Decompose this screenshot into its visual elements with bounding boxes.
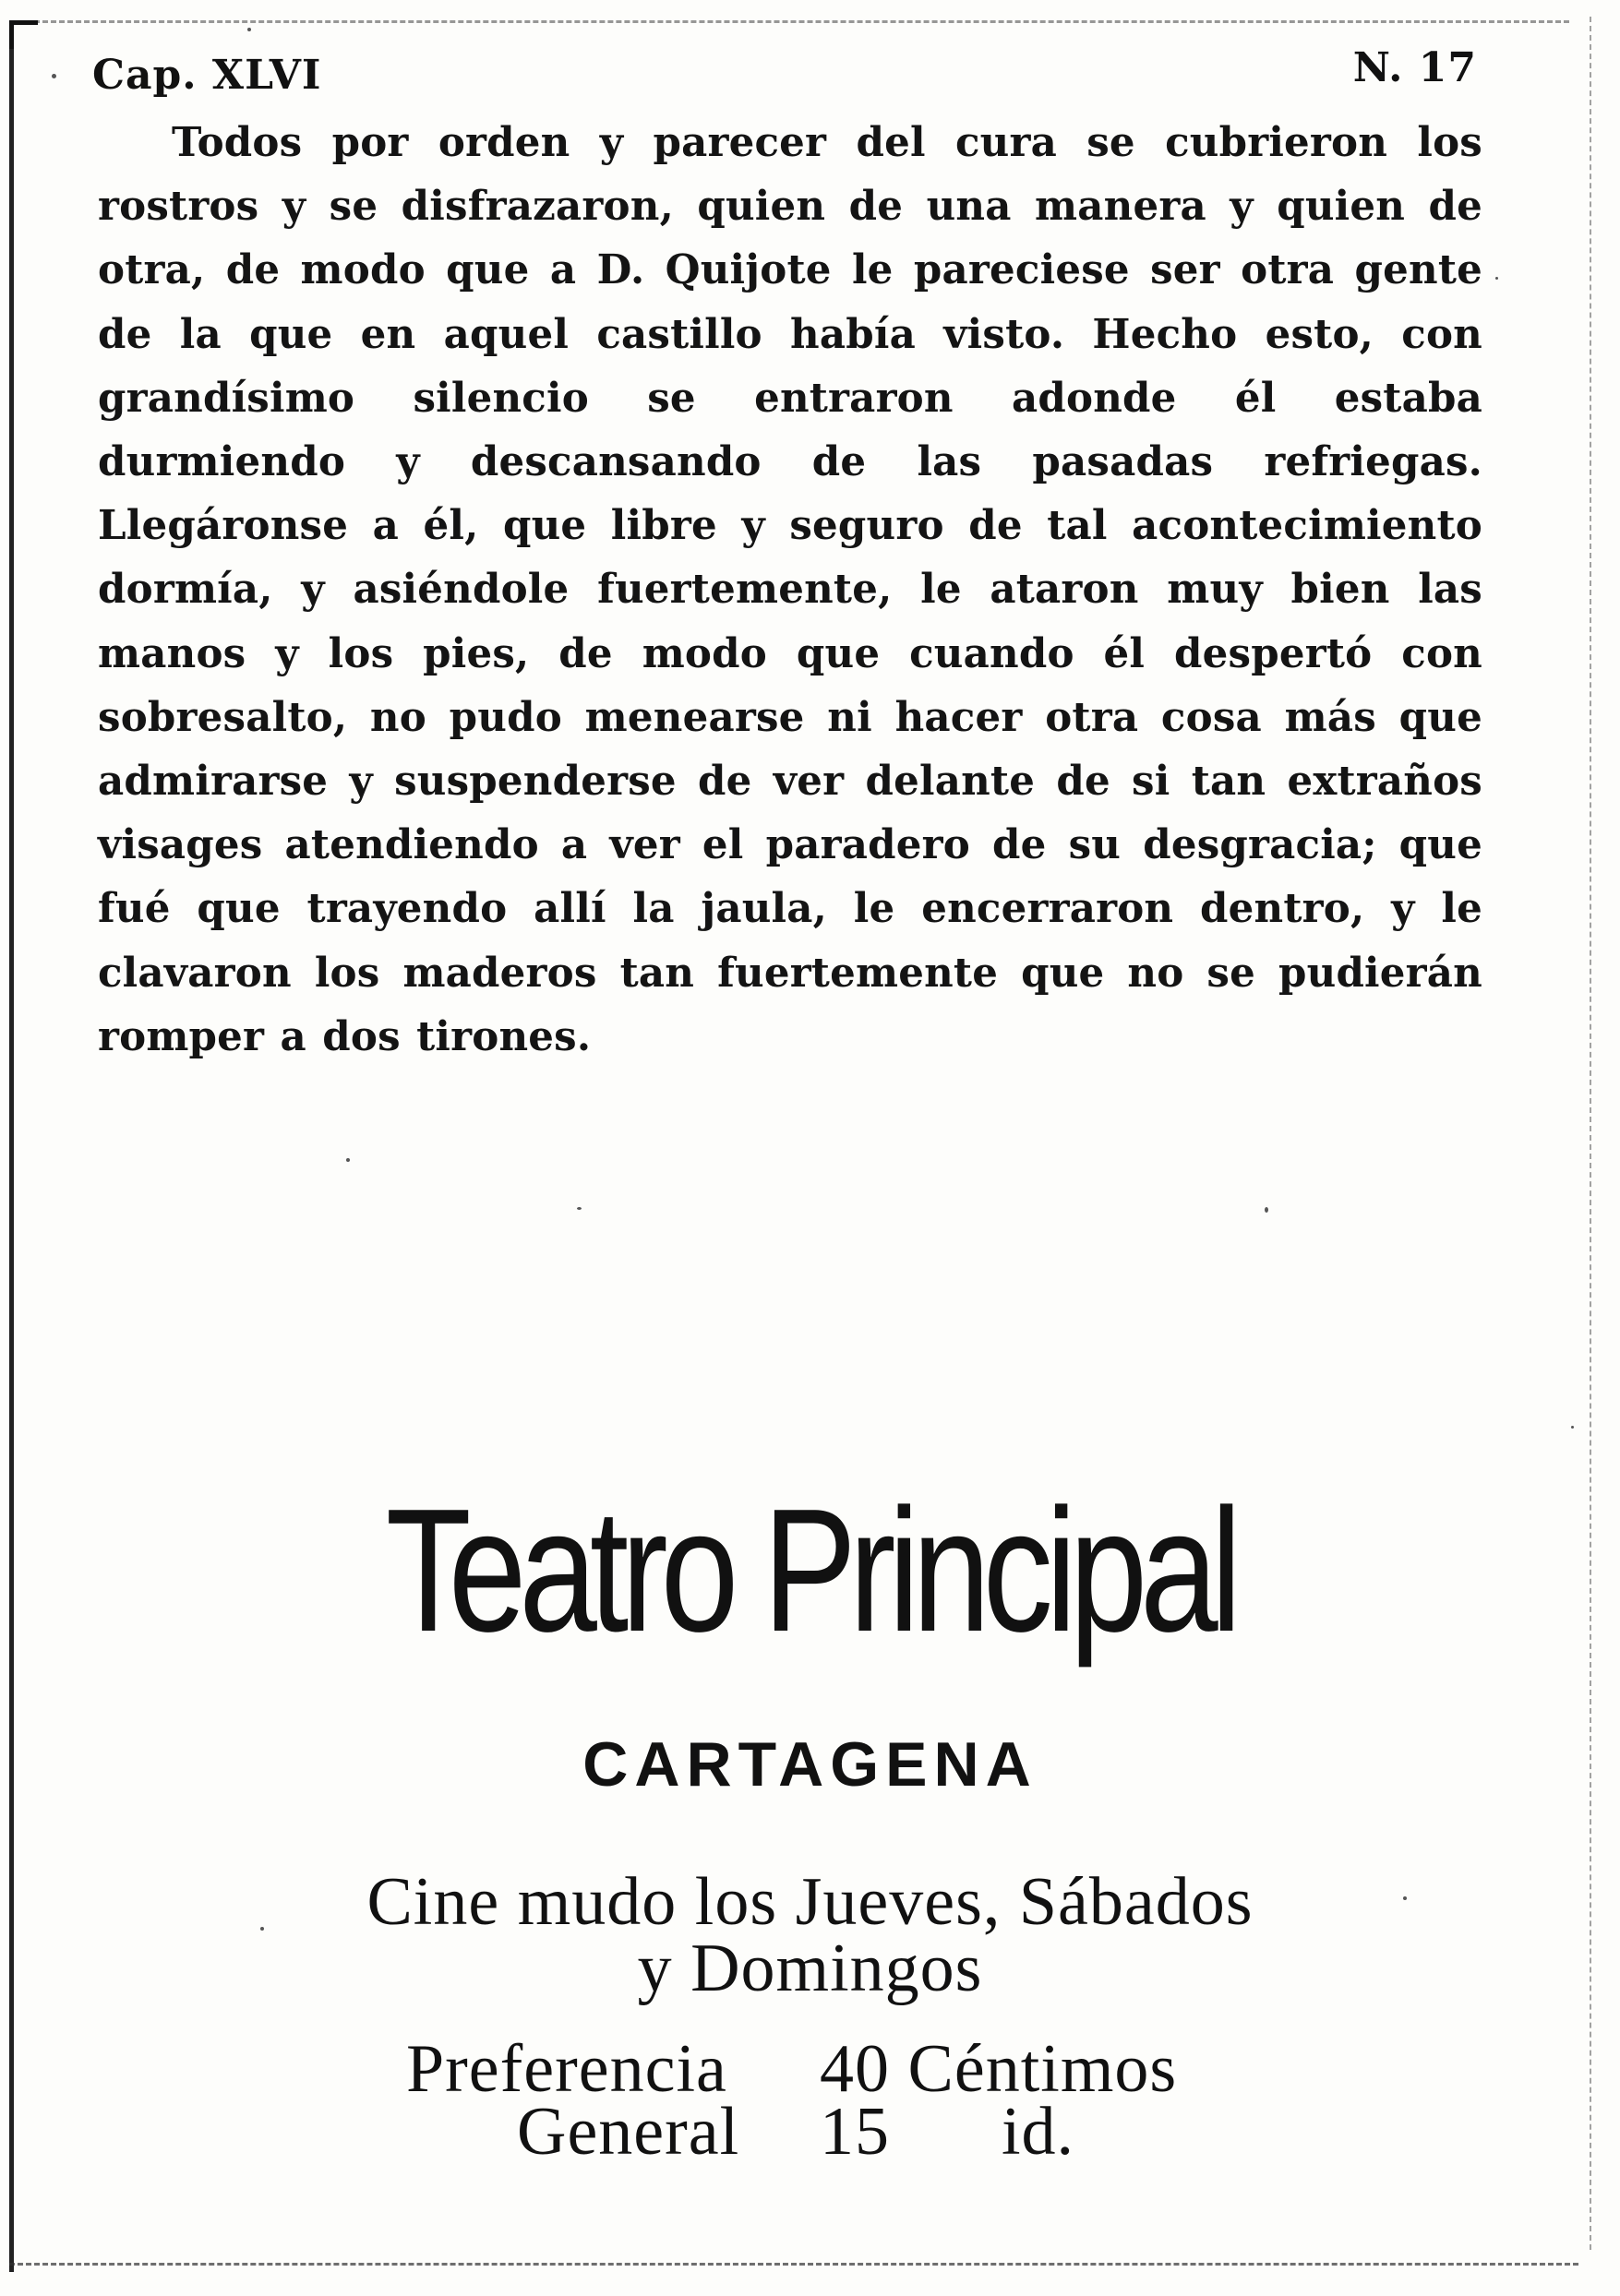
scan-speck bbox=[260, 1927, 264, 1931]
scan-speck bbox=[247, 28, 251, 31]
price-list bbox=[0, 2031, 1620, 2170]
scan-speck bbox=[1495, 277, 1498, 280]
scan-speck bbox=[1265, 1207, 1268, 1213]
price-value: 40 Céntimos bbox=[820, 2031, 1178, 2107]
page-header bbox=[92, 44, 1477, 109]
scan-border-top bbox=[9, 20, 1569, 23]
scan-speck bbox=[1571, 1426, 1574, 1429]
price-ditto: id. bbox=[1002, 2094, 1075, 2170]
scan-speck bbox=[52, 74, 56, 78]
chapter-label: Cap. XLVI bbox=[92, 52, 322, 99]
scan-speck bbox=[1403, 1896, 1407, 1900]
scan-speck bbox=[346, 1158, 350, 1162]
price-label: General bbox=[517, 2094, 740, 2170]
scan-speck bbox=[577, 1207, 582, 1210]
scan-border-bottom bbox=[9, 2263, 1578, 2266]
corner-mark bbox=[9, 20, 38, 49]
cinema-schedule bbox=[0, 1864, 1620, 2006]
cinema-schedule-line-1: Cine mudo los Jueves, Sábados bbox=[366, 1864, 1254, 1940]
price-row-preferencia bbox=[0, 2031, 1620, 2107]
price-label: Preferencia bbox=[406, 2031, 727, 2107]
card-number: N. 17 bbox=[1352, 44, 1477, 91]
price-value: 15 bbox=[820, 2094, 890, 2170]
price-row-general bbox=[0, 2094, 1620, 2170]
cinema-schedule-line-2: y Domingos bbox=[637, 1931, 983, 2006]
story-paragraph: Todos por orden y parecer del cura se cubrieron los rostros y se disfrazaron, quien de una manera y quien de otra, de modo que a D. Quijote le pareciese ser otra gente de la que en aquel castillo había visto. Hecho esto, con grandísimo silencio se entraron adonde él estaba durmiendo y descansando de las pasadas refriegas. Llegáronse a él, que libre y seguro de tal acontecimiento dormía, y asiéndole fuertemente, le ataron muy bien las manos y los pies, de modo que cuando él despertó con sobresalto, no pudo menearse ni hacer otra cosa más que admirarse y suspenderse de ver delante de si tan extraños visages atendiendo a ver el paradero de su desgracia; que fué que trayendo allí la jaula, le encerraron dentro, y le clavaron los maderos tan fuertemente que no se pudierán romper a dos tirones. bbox=[98, 119, 1482, 1060]
theatre-title: Teatro Principal bbox=[385, 1473, 1235, 1668]
city-name: CARTAGENA bbox=[582, 1729, 1038, 1800]
